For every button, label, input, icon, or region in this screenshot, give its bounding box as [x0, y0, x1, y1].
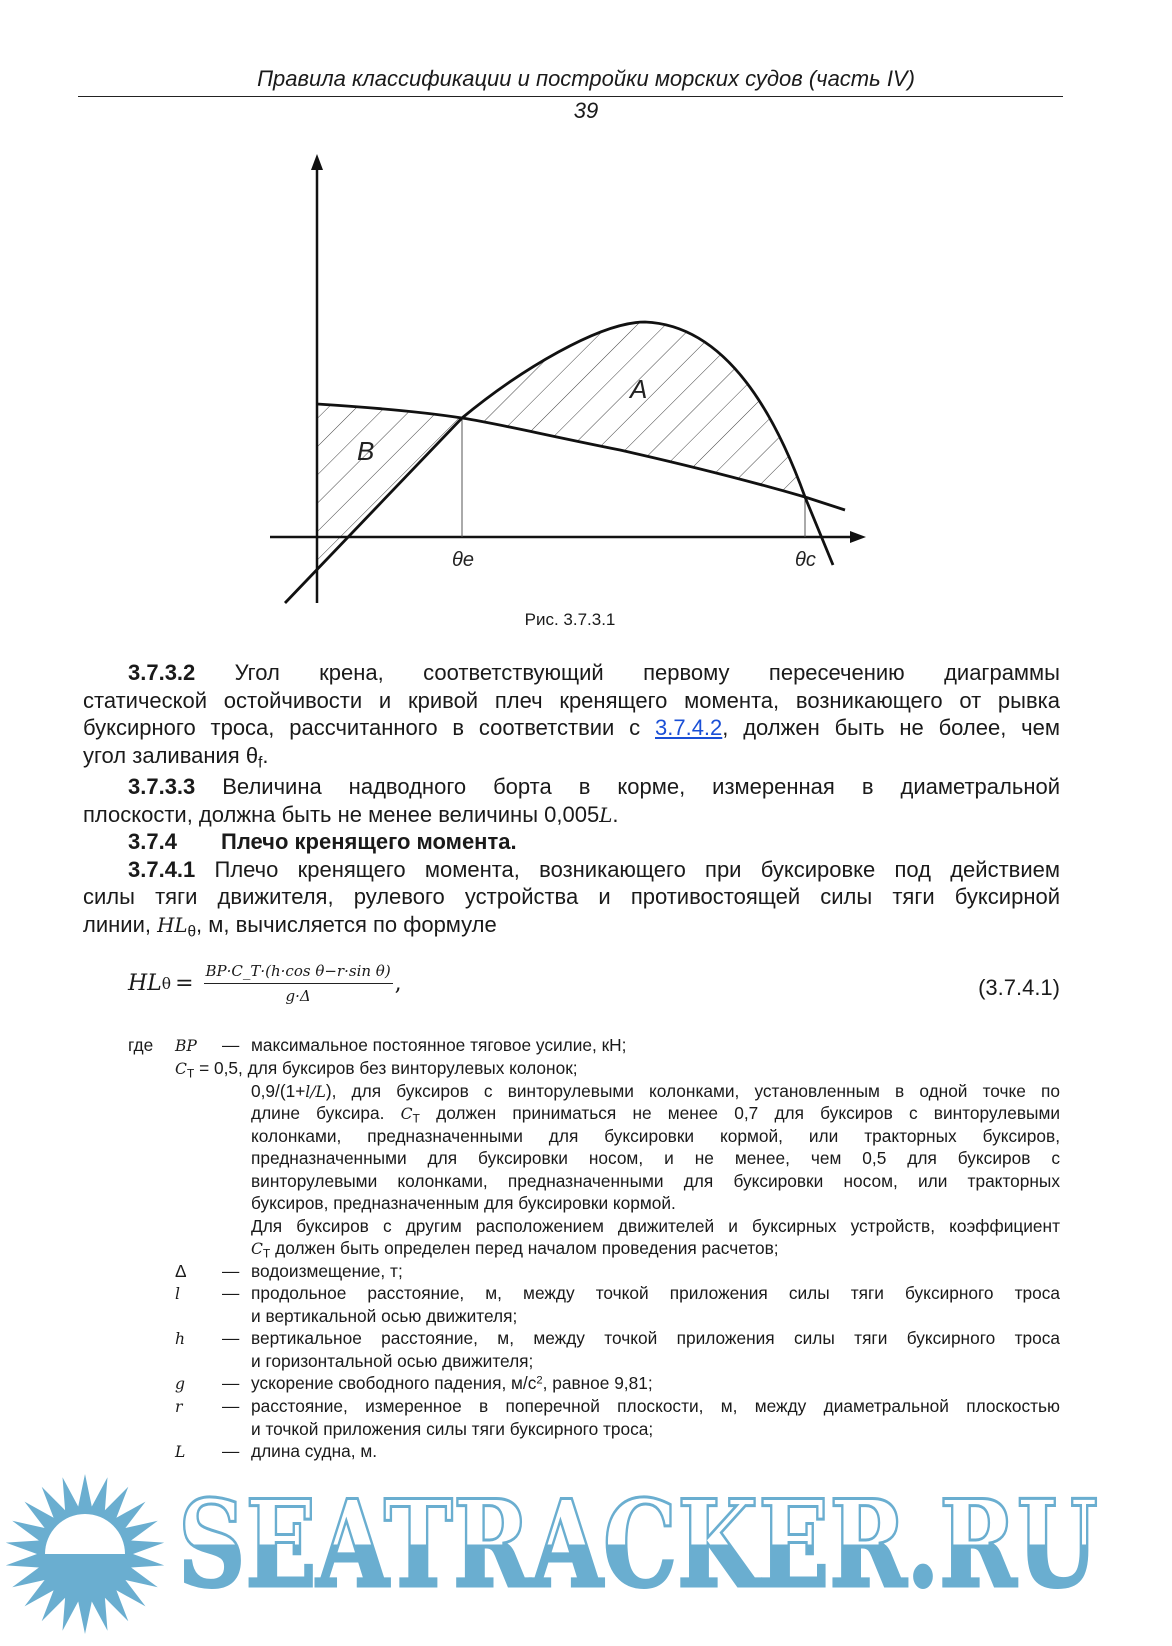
formula-equals: = [175, 971, 194, 996]
text-line [251, 1350, 533, 1372]
label-area-b: B [357, 436, 375, 466]
text-segment: ускорение свободного падения, м/с [251, 1373, 537, 1393]
text-segment: Плечо кренящего момента. [221, 829, 517, 854]
formula-fraction [204, 962, 393, 1005]
text-segment: силы тяги движителя, рулевого устройства и противостоящей силы тяги буксирной [83, 884, 1060, 909]
formula-number: (3.7.4.1) [978, 975, 1060, 1000]
text-segment: должен быть определен перед началом проведения расчетов; [270, 1238, 779, 1258]
text-segment: и точкой приложения силы тяги буксирного троса; [251, 1419, 654, 1439]
text-segment: плоскости, должна быть не менее величины 0,005 [83, 802, 600, 827]
label-theta-e: θe [452, 549, 474, 571]
text-line [175, 1282, 180, 1305]
text-line [222, 1372, 239, 1394]
text-line [251, 1282, 1060, 1304]
formula-numerator: BP·C_T·(h·cos θ−r·sin θ) [204, 962, 393, 984]
text-segment: длине буксира. [251, 1103, 401, 1123]
text-line [222, 1034, 239, 1056]
text-segment: — [222, 1328, 240, 1348]
text-segment: θ [187, 923, 197, 941]
text-segment: — [222, 1441, 240, 1461]
area-a-hatch [462, 322, 805, 497]
text-segment: , м, вычисляется по формуле [196, 912, 497, 937]
text-segment: продольное расстояние, м, между точкой приложения силы тяги буксирного троса [251, 1283, 1060, 1303]
label-theta-c: θc [795, 549, 816, 571]
text-segment: предназначенными для буксировки носом, и не менее, чем 0,5 для буксиров с [251, 1148, 1060, 1168]
text-segment: — [222, 1283, 240, 1303]
text-segment: 3.7.4 [128, 829, 177, 854]
text-segment: буксиров, предназначенным для буксировки кормой. [251, 1193, 676, 1213]
stability-diagram [0, 0, 1172, 640]
text-segment: 3.7.3.2 [128, 660, 196, 685]
text-segment: где [128, 1035, 154, 1055]
text-line [251, 1260, 403, 1282]
text-segment: линии, [83, 912, 158, 937]
formula-lhs: HL [128, 971, 162, 996]
text-line [251, 1034, 626, 1056]
text-segment: . [262, 743, 269, 768]
text-segment: статической остойчивости и кривой плеч кренящего момента, возникающего от рывка [83, 688, 1060, 713]
text-line [175, 1395, 182, 1418]
text-line [251, 1305, 517, 1327]
text-line [83, 802, 618, 829]
text-segment: 3.7.4.1 [128, 857, 196, 882]
text-segment: угол заливания θ [83, 743, 259, 768]
text-line [128, 1034, 153, 1056]
text-segment: — [222, 1373, 240, 1393]
formula-3-7-4-1: HL θ = $\frac{\text{BP·C\_T·(h·cos θ−r·sin θ)}}{g\cdot\Delta}$ , [128, 962, 402, 1005]
text-line [251, 1147, 1060, 1169]
text-segment: Плечо кренящего момента, возникающего при буксировке под действием [195, 857, 1060, 882]
text-line [128, 660, 1060, 686]
text-segment: буксирного троса, рассчитанного в соответствии с [83, 715, 655, 740]
text-line [222, 1395, 239, 1417]
text-line [222, 1260, 239, 1282]
watermark-text: SEATRACKER.RU [178, 1474, 1098, 1615]
x-axis-arrow-icon [850, 531, 866, 543]
text-segment: C [251, 1240, 263, 1258]
running-header: Правила классификации и постройки морских судов (часть IV) [257, 66, 915, 91]
text-segment: , равное 9,81; [542, 1373, 653, 1393]
text-segment: и вертикальной осью движителя; [251, 1306, 518, 1326]
text-line [128, 857, 1060, 883]
text-line [251, 1192, 676, 1214]
text-segment: T [412, 1111, 420, 1126]
text-line [222, 1282, 239, 1304]
text-line [221, 829, 517, 855]
text-segment: f [258, 754, 263, 772]
text-segment: 2 [536, 1374, 543, 1387]
text-segment: — [222, 1261, 240, 1281]
text-line [251, 1237, 779, 1260]
text-segment: , должен быть не более, чем [722, 715, 1060, 740]
text-line [251, 1418, 653, 1440]
text-line [222, 1327, 239, 1349]
text-segment: 0,9/(1+ [251, 1081, 306, 1101]
section-link[interactable]: 3.7.4.2 [655, 715, 723, 740]
text-segment: Для буксиров с другим расположением движителей и буксирных устройств, коэффициент [251, 1216, 1060, 1236]
text-segment: l [175, 1285, 180, 1303]
text-segment: C [400, 1105, 413, 1123]
text-segment: ), для буксиров с винторулевыми колонками, установленным в одной точке по [325, 1081, 1060, 1101]
text-segment: L [175, 1443, 186, 1461]
formula-comma: , [394, 971, 402, 996]
text-segment: винторулевыми колонками, предназначенными для буксировки носом, или тракторных [251, 1171, 1060, 1191]
text-line [251, 1080, 1060, 1103]
watermark [0, 1446, 1172, 1646]
text-segment: C [175, 1060, 187, 1078]
text-segment: Δ [175, 1261, 187, 1281]
text-segment: h [175, 1330, 186, 1348]
text-segment: длина судна, м. [251, 1441, 378, 1461]
text-segment: l/L [305, 1083, 326, 1101]
text-segment: водоизмещение, т; [251, 1261, 403, 1281]
text-segment: расстояние, измеренное в поперечной плоскости, м, между диаметральной плоскостью [251, 1396, 1060, 1416]
text-line [175, 1260, 187, 1282]
text-segment: HL [157, 914, 188, 937]
text-line [251, 1170, 1060, 1192]
text-line [83, 688, 1060, 714]
text-segment: T [186, 1066, 195, 1081]
text-segment: 3.7.3.3 [128, 774, 196, 799]
text-line [175, 1057, 578, 1080]
text-line [83, 884, 1060, 910]
text-line [251, 1102, 1060, 1125]
text-line [251, 1125, 1060, 1147]
text-segment: . [612, 802, 619, 827]
text-line [251, 1327, 1060, 1349]
text-segment: r [175, 1398, 183, 1416]
y-axis-arrow-icon [311, 154, 323, 170]
text-segment: и горизонтальной осью движителя; [251, 1351, 534, 1371]
text-line [251, 1372, 653, 1394]
text-line [83, 743, 269, 772]
text-line [83, 715, 1060, 741]
formula-denominator: g·Δ [285, 987, 311, 1005]
text-line [175, 1327, 185, 1350]
text-segment: — [222, 1035, 240, 1055]
label-area-a: A [630, 374, 648, 404]
figure-caption: Рис. 3.7.3.1 [524, 610, 616, 629]
text-segment: должен приниматься не менее 0,7 для буксиров с винторулевыми [419, 1103, 1060, 1123]
text-segment: T [262, 1246, 271, 1261]
text-segment: максимальное постоянное тяговое усилие, кН; [251, 1035, 627, 1055]
text-segment: вертикальное расстояние, м, между точкой приложения силы тяги буксирного троса [251, 1328, 1060, 1348]
text-segment: — [222, 1396, 240, 1416]
text-segment: колонками, предназначенными для буксировки кормой, или тракторных буксиров, [251, 1126, 1060, 1146]
text-line [128, 829, 177, 855]
text-segment: L [599, 804, 613, 827]
text-segment: Угол крена, соответствующий первому пересечению диаграммы [195, 660, 1060, 685]
text-segment: = 0,5, для буксиров без винторулевых колонок; [194, 1058, 578, 1078]
text-segment: Величина надводного борта в корме, измеренная в диаметральной [195, 774, 1060, 799]
text-line [251, 1215, 1060, 1237]
text-line [175, 1034, 197, 1057]
text-line [251, 1395, 1060, 1417]
text-line [83, 912, 497, 939]
text-line [128, 774, 1060, 800]
page-number: 39 [573, 98, 599, 123]
text-segment: BP [175, 1037, 197, 1055]
text-segment: g [175, 1375, 185, 1393]
text-line [175, 1372, 185, 1395]
